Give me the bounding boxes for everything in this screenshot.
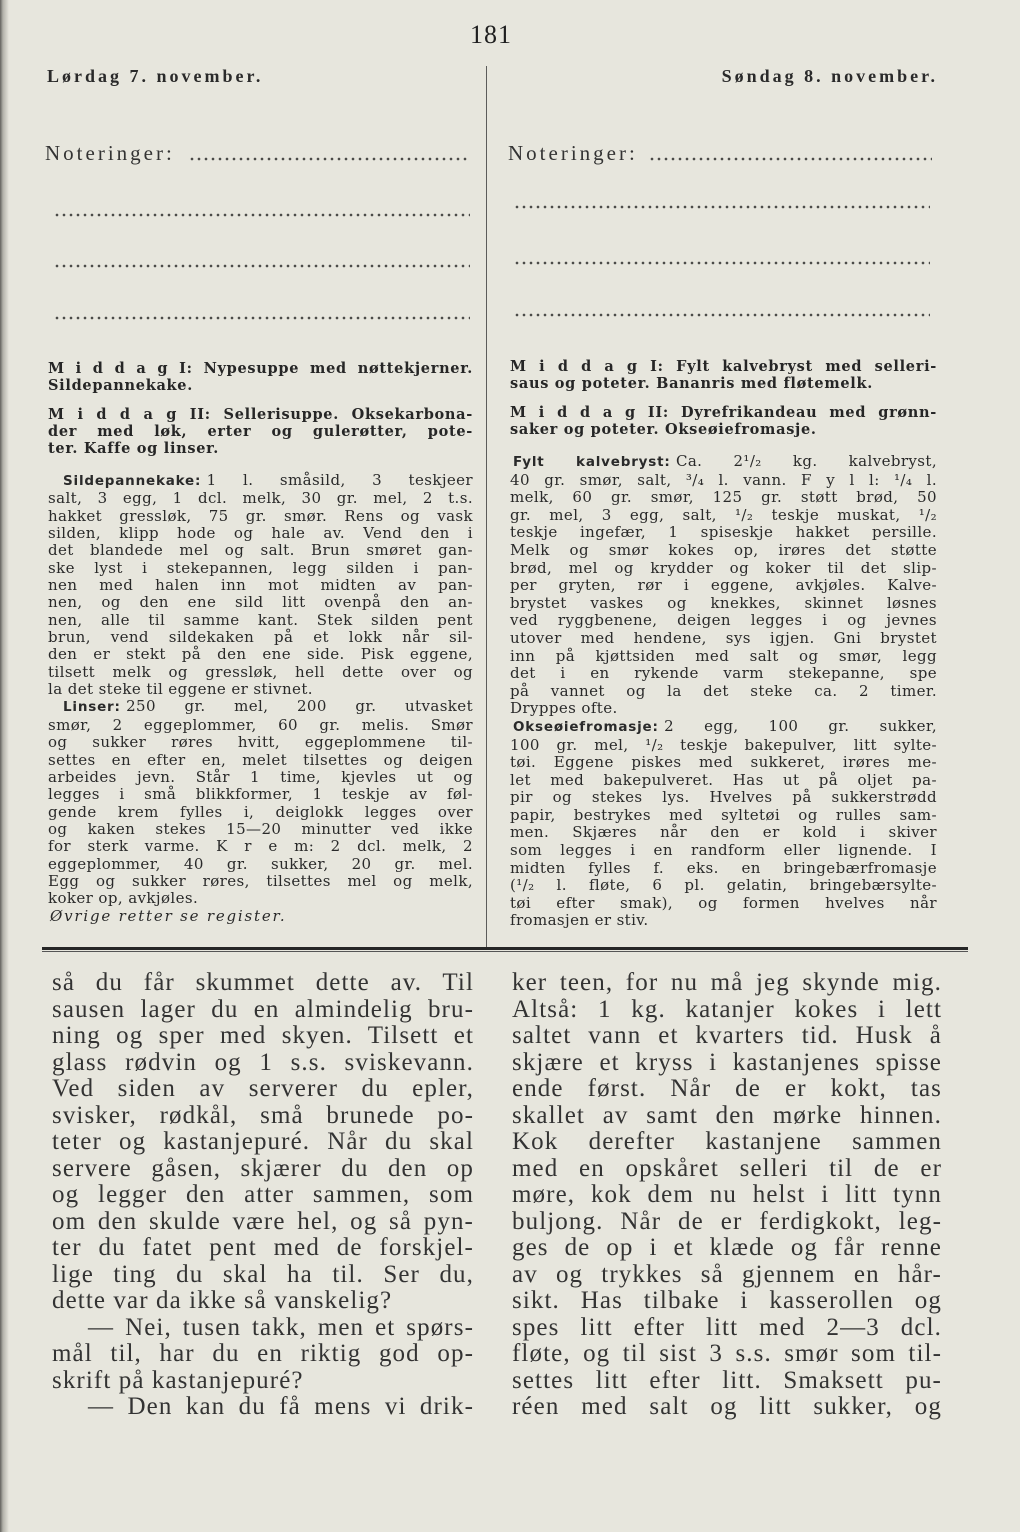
story-line: og legger den atter sammen, som — [52, 1181, 474, 1208]
story-line: Altså: 1 kg. katanjer kokes i lett — [512, 995, 942, 1023]
story-line: så du får skummet dette av. Til — [52, 969, 474, 996]
menu-line: M i d d a g II: Dyrefrikandeau med grønn- — [510, 404, 937, 421]
story-line: med en opskåret selleri til de er — [512, 1154, 942, 1182]
recipe-text: eggeplommer, 40 gr. sukker, 20 gr. mel. — [48, 854, 473, 873]
recipe-text-line — [510, 860, 937, 878]
recipe-text-line — [48, 873, 473, 890]
recipe-title: Sildepannekake: — [63, 473, 202, 489]
menu-line: M i d d a g II: Sellerisuppe. Oksekarbona- — [48, 406, 473, 423]
recipe-text-line — [510, 912, 937, 930]
recipe-text: brystet vaskes og knekkes, skinnet løsnes — [510, 593, 937, 612]
story-line: — Nei, tusen takk, men et spørs- — [88, 1313, 474, 1341]
story-line: ker teen, for nu må jeg skynde mig. — [512, 969, 942, 996]
story-line: svisker, rødkål, små brunede po- — [52, 1101, 474, 1129]
recipe-list — [48, 472, 473, 925]
recipe-text-line — [510, 524, 937, 542]
story-line: glass rødvin og 1 s.s. sviskevann. — [52, 1048, 474, 1076]
recipe-text-line — [48, 664, 473, 681]
sunday-menu-column — [510, 358, 937, 930]
menu-block — [48, 406, 473, 457]
recipe-text: pir og stekes lys. Hvelves på sukkerstrødd — [510, 788, 937, 807]
recipe-text-line — [510, 560, 937, 578]
recipe-text: fromasjen er stiv. — [510, 911, 649, 930]
recipe-text-line — [510, 789, 937, 807]
notes-leader-dots-left — [190, 157, 470, 161]
recipe-text: papir, bestrykes med syltetøi og rulles sam- — [510, 805, 937, 824]
notes-label-right: Noteringer: — [508, 141, 638, 165]
story-line: Ved siden av serverer du epler, — [52, 1075, 474, 1102]
recipe-text-line — [48, 890, 473, 907]
story-line: ende først. Når de er kokt, tas — [512, 1075, 942, 1102]
recipe-text: inn på kjøttsiden med salt og smør, legg — [510, 646, 937, 665]
recipe-text-line — [48, 838, 473, 855]
recipe-text: (¹/₂ l. fløte, 6 pl. gelatin, bringebærsylte- — [510, 876, 937, 895]
notes-dotted-line — [515, 313, 930, 317]
recipe-text: det i en rykende varm stekepanne, spe — [510, 664, 937, 683]
recipe-text-line — [510, 665, 937, 683]
story-line: sausen lager du en almindelig bru- — [52, 995, 474, 1023]
recipe-text-line — [510, 595, 937, 613]
recipe-text-line — [48, 804, 473, 821]
notes-label-left: Noteringer: — [45, 141, 175, 165]
recipe-text: arbeides jevn. Står 1 time, kjevles ut og — [48, 767, 473, 786]
recipe-text-line — [510, 542, 937, 560]
story-line: av og trykkes så gjennem en hår- — [512, 1260, 942, 1288]
story-line: sikt. Has tilbake i kasserollen og — [512, 1287, 942, 1314]
story-line: buljong. Når de er ferdigkokt, leg- — [512, 1207, 942, 1235]
recipe-text-line — [510, 507, 937, 525]
recipe-text-line — [48, 508, 473, 525]
recipe-text: teskje ingefær, 1 spiseskje hakket persille. — [510, 523, 937, 542]
menu-line: ter. Kaffe og linser. — [48, 440, 219, 457]
story-line: lige ting du skal ha til. Ser du, — [52, 1260, 474, 1288]
day-heading-sunday: Søndag 8. november. — [721, 66, 938, 86]
story-line: mål til, har du en riktig god op- — [52, 1340, 474, 1367]
story-paragraph — [52, 1315, 474, 1395]
recipe-text-line — [48, 646, 473, 663]
story-line: servere gåsen, skjærer du den op — [52, 1154, 474, 1182]
notes-dotted-line — [55, 264, 470, 268]
recipe-text-line — [510, 807, 937, 825]
recipe-text: 40 gr. smør, salt, ³/₄ l. vann. F y l l: ¹/₄ l. — [510, 470, 937, 489]
story-line: møre, kok dem nu helst i litt tynn — [512, 1181, 942, 1208]
recipe-text-line — [48, 769, 473, 786]
story-line: ter du fatet pent med de forskjel- — [52, 1234, 474, 1261]
recipe-text-line — [510, 683, 937, 701]
recipe-text: smør, 2 eggeplommer, 60 gr. melis. Smør — [48, 715, 473, 734]
menu-line: der med løk, erter og gulerøtter, pote- — [48, 423, 473, 440]
menu-line: Sildepannekake. — [48, 377, 193, 394]
recipe-text: men. Skjæres når den er kold i skiver — [510, 823, 937, 842]
recipe-text: koker op, avkjøles. — [48, 889, 199, 908]
menu-line: saus og poteter. Bananris med fløtemelk. — [510, 375, 873, 392]
recipe-text: 2 egg, 100 gr. sukker, — [664, 716, 937, 735]
saturday-menu-column — [48, 360, 473, 925]
recipe-text: hakket gressløk, 75 gr. smør. Rens og vask — [48, 506, 473, 525]
story-column-left — [52, 970, 474, 1421]
recipe-text: tilsett melk og gressløk, hell dette over og — [48, 662, 473, 681]
recipe-text: brød, mel og krydder og koker til det slip- — [510, 558, 937, 577]
recipe-text-line — [510, 577, 937, 595]
recipe-text: settes en efter en, melet tilsettes og deigen — [48, 750, 473, 769]
story-column-right — [512, 970, 942, 1421]
recipe-text-line — [48, 752, 473, 769]
menu-block — [510, 404, 937, 438]
recipe-text-line — [510, 718, 937, 737]
recipe-text: tøi. Eggene piskes med sukkeret, irøres me- — [510, 753, 937, 772]
recipe — [510, 718, 937, 930]
recipe-text: gende krem fylles i, deiglokk legges over — [48, 802, 473, 821]
recipe-title: Okseøiefromasje: — [513, 718, 659, 735]
notes-dotted-line — [55, 316, 470, 320]
menu-line: saker og poteter. Okseøiefromasje. — [510, 421, 817, 438]
story-line: réen med salt og litt sukker, og — [512, 1393, 942, 1420]
story-line: ning og sper med skyen. Tilsett et — [52, 1022, 474, 1049]
story-paragraph — [52, 1394, 474, 1421]
recipe-text: som legges i en randform eller lignende. I — [510, 841, 937, 860]
notes-dotted-line — [515, 261, 930, 265]
recipe-text: og sukker røres hvitt, eggeplommene til- — [48, 733, 473, 752]
recipe-text: salt, 3 egg, 1 dcl. melk, 30 gr. mel, 2 t.s. — [48, 489, 473, 508]
recipe-text-line — [48, 786, 473, 803]
recipe-text-line — [48, 629, 473, 646]
recipe-text-line — [48, 681, 473, 698]
recipe-text: på vannet og la det steke ca. 2 timer. — [510, 681, 937, 700]
notes-dotted-line — [515, 205, 930, 209]
recipe-title: Linser: — [63, 699, 121, 716]
recipe-text-line — [510, 612, 937, 630]
recipe-text-line — [48, 612, 473, 629]
column-divider — [486, 66, 487, 948]
story-line: — Den kan du få mens vi drik- — [88, 1393, 474, 1420]
notes-dotted-line — [55, 213, 470, 217]
recipe-text-line — [510, 453, 937, 472]
recipe-text: Ca. 2¹/₂ kg. kalvebryst, — [675, 452, 937, 470]
page-number: 181 — [470, 20, 512, 49]
recipe-text: midten fylles f. eks. en bringebærfromasje — [510, 858, 937, 877]
recipe-text: per gryten, rør i eggene, avkjøles. Kalve- — [510, 576, 937, 595]
recipe-text-line — [510, 877, 937, 895]
recipe-text-line — [510, 754, 937, 772]
recipe-text-line — [510, 700, 937, 718]
recipe-text: legges i små blikkformer, 1 teskje av føl- — [48, 785, 473, 804]
story-line: skallet av samt den mørke hinnen. — [512, 1101, 942, 1129]
recipe-text-line — [48, 560, 473, 577]
recipe-text: ske lyst i stekepannen, legg silden i pan- — [48, 558, 473, 577]
story-line: ges de op i et klæde og får renne — [512, 1234, 942, 1261]
story-line: skjære et kryss i kastanjenes spisse — [512, 1048, 942, 1076]
recipe-text: let med bakepulveret. Has ut på oljet pa- — [510, 770, 937, 789]
recipe-text: Dryppes ofte. — [510, 699, 618, 718]
recipe-text-line — [48, 856, 473, 873]
recipe-text: nen med halen inn mot midten av pan- — [48, 576, 473, 595]
recipe-text-line — [48, 542, 473, 559]
recipe-text-line — [510, 630, 937, 648]
recipe-text: nen, og den ene sild litt ovenpå den an- — [48, 593, 473, 612]
page-edge-shadow — [0, 0, 9, 1532]
story-line: dette var da ikke så vanskelig? — [52, 1287, 393, 1314]
story-line: teter og kastanjepuré. Når du skal — [52, 1128, 474, 1155]
recipe-text: Melk og smør kokes op, irøres det støtte — [510, 540, 937, 559]
recipe-text: 250 gr. mel, 200 gr. utvasket — [126, 697, 473, 716]
recipe-text-line — [510, 895, 937, 913]
recipe-text: 1 l. småsild, 3 teskjeer — [206, 471, 473, 489]
story-line: om den skulde være hel, og så pyn- — [52, 1207, 474, 1235]
recipe-text: gr. mel, 3 egg, salt, ¹/₂ teskje muskat, ¹/₂ — [510, 505, 937, 524]
story-paragraph — [512, 970, 942, 1421]
register-note: Øvrige retter se register. — [50, 906, 287, 925]
recipe-text-line — [48, 717, 473, 734]
recipe-text-line — [510, 472, 937, 490]
recipe-text: nen, alle til samme kant. Stek silden pent — [48, 610, 473, 629]
recipe — [48, 698, 473, 907]
recipe-text: Egg og sukker røres, tilsettes mel og melk, — [48, 871, 473, 890]
recipe-text: utover med hendene, sys igjen. Gni brystet — [510, 628, 937, 647]
recipe-text-line — [48, 472, 473, 490]
recipe-text: melk, 60 gr. smør, 125 gr. støtt brød, 50 — [510, 488, 937, 507]
recipe-text: brun, vend sildekaken på et lokk når sil- — [48, 628, 473, 647]
recipe-text: la det steke til eggene er stivnet. — [48, 680, 313, 699]
recipe-text-line — [48, 821, 473, 838]
recipe-text-line — [48, 525, 473, 542]
recipe-text: og kaken stekes 15—20 minutter ved ikke — [48, 819, 473, 838]
recipe-text-line — [510, 737, 937, 755]
recipe-text: det blandede mel og salt. Brun smøret gan- — [48, 541, 473, 560]
recipe-text-line — [510, 489, 937, 507]
recipe-text-line — [48, 490, 473, 507]
recipe-text-line — [48, 577, 473, 594]
recipe-text-line — [510, 842, 937, 860]
recipe — [510, 453, 937, 718]
recipe-text-line — [48, 698, 473, 716]
story-line: settes litt efter litt. Smaksett pu- — [512, 1366, 942, 1394]
story-line: skrift på kastanjepuré? — [52, 1366, 304, 1394]
recipe-text: for sterk varme. K r e m: 2 dcl. melk, 2 — [48, 837, 473, 856]
recipe-text: silden, klipp hode og hale av. Vend den i — [48, 524, 473, 543]
story-line: fløte, og til sist 3 s.s. smør som til- — [512, 1340, 942, 1367]
recipe-text-line — [510, 824, 937, 842]
recipe-text: ved ryggbenene, deigen legges i og jevnes — [510, 611, 937, 630]
recipe-title: Fylt kalvebryst: — [513, 454, 671, 470]
recipe-text-line — [510, 772, 937, 790]
story-line: spes litt efter litt med 2—3 dcl. — [512, 1313, 942, 1341]
recipe-text-line — [48, 594, 473, 611]
recipe-text: tøi efter smak), og formen hvelves når — [510, 893, 937, 912]
story-line: saltet vann et kvarters tid. Husk å — [512, 1022, 942, 1049]
story-paragraph — [52, 970, 474, 1315]
section-rule — [42, 947, 968, 952]
notes-leader-dots-right — [650, 157, 932, 161]
recipe-text: den er stekt på den ene side. Pisk eggene, — [48, 645, 473, 664]
recipe-text-line — [510, 648, 937, 666]
menu-line: M i d d a g I: Fylt kalvebryst med selleri- — [510, 358, 937, 375]
recipe — [48, 472, 473, 698]
recipe-text: 100 gr. mel, ¹/₂ teskje bakepulver, litt sylte- — [510, 735, 937, 754]
day-heading-saturday: Lørdag 7. november. — [47, 66, 264, 86]
story-line: Kok derefter kastanjene sammen — [512, 1128, 942, 1155]
menu-block — [48, 360, 473, 394]
menu-block — [510, 358, 937, 392]
recipe-text-line — [48, 734, 473, 751]
recipe-list — [510, 453, 937, 930]
menu-line: M i d d a g I: Nypesuppe med nøttekjerner. — [48, 360, 473, 377]
